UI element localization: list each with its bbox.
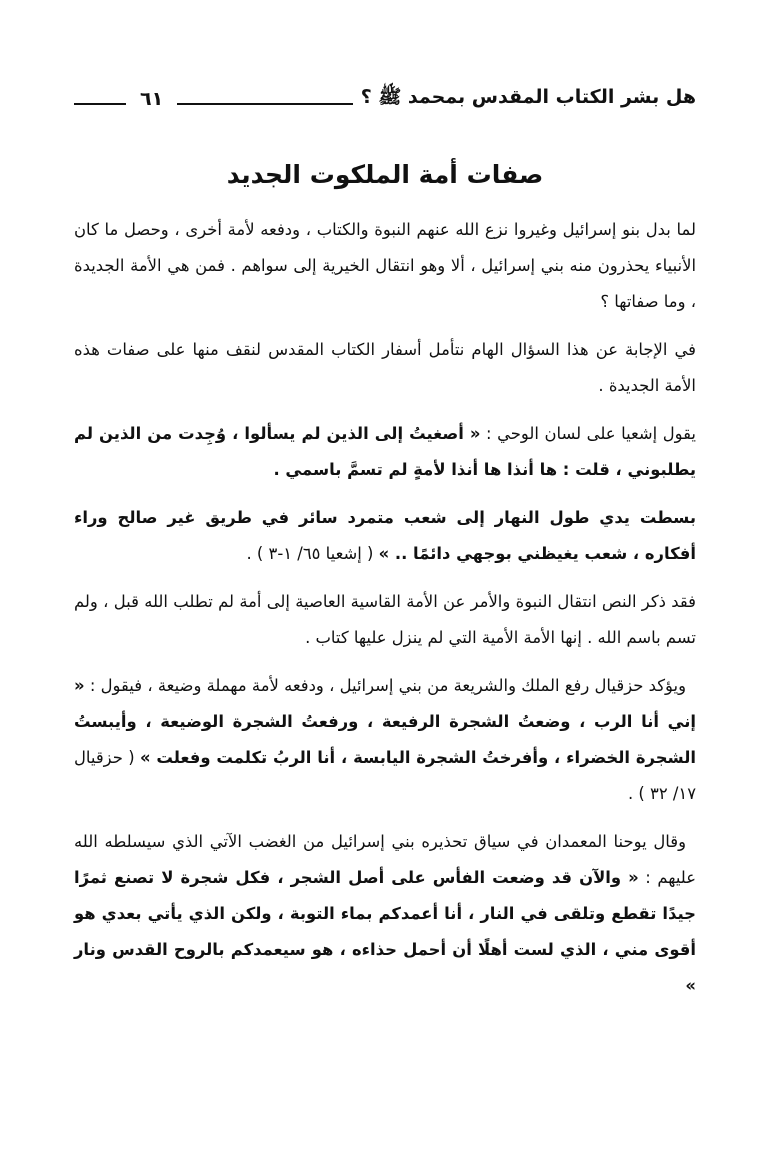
running-header xyxy=(74,84,696,114)
scripture-quote: « إني أنا الرب ، وضعتُ الشجرة الرفيعة ، ورفعتُ الشجرة الوضيعة ، وأيبستُ الشجرة الخضراء ، وأفرختُ الشجرة اليابسة ، أنا الربُ تكلمت وفعلت » xyxy=(74,676,696,767)
body-text xyxy=(74,212,696,1016)
paragraph xyxy=(74,332,696,404)
paragraph xyxy=(74,584,696,656)
paragraph-text: فقد ذكر النص انتقال النبوة والأمر عن الأمة القاسية العاصية إلى أمة لم تطلب الله قبل ، ولم تسم باسم الله . إنها الأمة الأمية التي لم ينزل عليها كتاب . xyxy=(74,592,696,647)
scripture-reference: ( حزقيال ١٧/ ٣٢ ) . xyxy=(74,748,696,803)
paragraph-intro: وقال يوحنا المعمدان في سياق تحذيره بني إسرائيل من الغضب الآتي الذي سيسلطه الله عليهم : xyxy=(74,832,696,887)
scripture-quote: بسطت يدي طول النهار إلى شعب متمرد سائر في طريق غير صالح وراء أفكاره ، شعب يغيظني بوجهي دائمًا .. » xyxy=(74,508,696,563)
paragraph-intro: ويؤكد حزقيال رفع الملك والشريعة من بني إسرائيل ، ودفعه لأمة مهملة وضيعة ، فيقول : xyxy=(84,676,686,695)
scripture-quote: « والآن قد وضعت الفأس على أصل الشجر ، فكل شجرة لا تصنع ثمرًا جيدًا تقطع وتلقى في النار ، أنا أعمدكم بماء التوبة ، ولكن الذي يأتي بعدي هو أقوى مني ، الذي لست أهلًا أن أحمل حذاءه ، هو سيعمدكم بالروح القدس ونار » xyxy=(74,868,696,995)
header-rule xyxy=(177,103,353,105)
paragraph xyxy=(74,668,696,812)
paragraph-text: في الإجابة عن هذا السؤال الهام نتأمل أسفار الكتاب المقدس لنقف منها على صفات هذه الأمة الجديدة . xyxy=(74,340,696,395)
paragraph xyxy=(74,416,696,488)
paragraph-intro: يقول إشعيا على لسان الوحي : xyxy=(480,424,696,443)
header-rule-short xyxy=(74,103,126,105)
scripture-quote: « أصغيتُ إلى الذين لم يسألوا ، وُجِدت من الذين لم يطلبوني ، قلت : ها أنذا ها أنذا لأمةٍ لم تسمَّ باسمي . xyxy=(74,424,696,479)
page-number: ٦١ xyxy=(140,88,164,110)
paragraph xyxy=(74,824,696,1004)
paragraph-text: لما بدل بنو إسرائيل وغيروا نزع الله عنهم النبوة والكتاب ، ودفعه لأمة أخرى ، وحصل ما كان الأنبياء يحذرون منه بني إسرائيل ، ألا وهو انتقال الخيرية إلى سواهم . فمن هي الأمة الجديدة ، وما صفاتها ؟ xyxy=(74,220,696,311)
section-heading: صفات أمة الملكوت الجديد xyxy=(226,160,544,189)
running-title: هل بشر الكتاب المقدس بمحمد ﷺ ؟ xyxy=(360,86,696,108)
paragraph xyxy=(74,500,696,572)
scripture-reference: ( إشعيا ٦٥/ ١-٣ ) . xyxy=(246,544,379,563)
paragraph xyxy=(74,212,696,320)
